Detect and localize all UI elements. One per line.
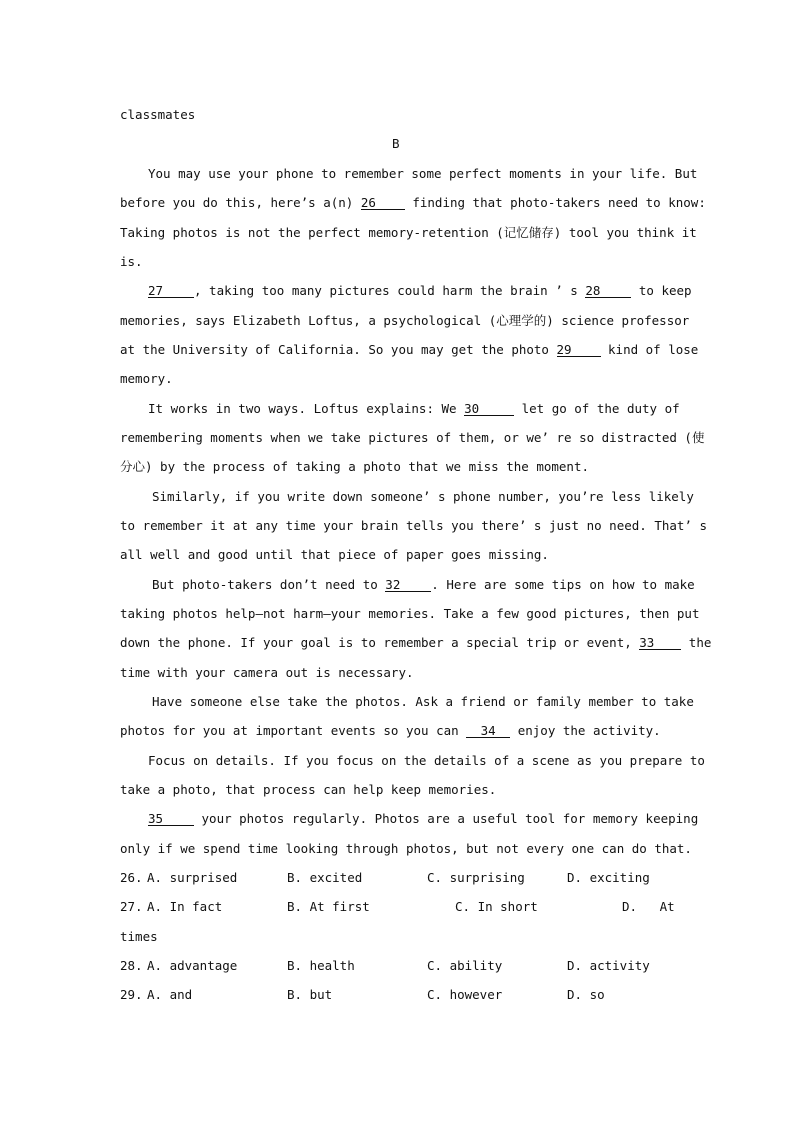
paragraph-1-line-1: You may use your phone to remember some perfect moments in your life. But xyxy=(148,166,698,181)
option-d[interactable]: D. so xyxy=(567,987,605,1002)
section-label: B xyxy=(392,136,400,151)
paragraph-1-line-2: before you do this, here’s a(n) 26 finding that photo-takers need to know: xyxy=(120,195,706,210)
blank-35[interactable]: 35 xyxy=(148,812,194,826)
blank-33[interactable]: 33 xyxy=(639,636,681,650)
paragraph-4-line-3: all well and good until that piece of paper goes missing. xyxy=(120,547,549,562)
paragraph-4-line-2: to remember it at any time your brain tells you there’ s just no need. That’ s xyxy=(120,518,707,533)
paragraph-2-line-1: 27 , taking too many pictures could harm the brain ’ s 28 to keep xyxy=(148,283,692,298)
paragraph-7-line-2: take a photo, that process can help keep memories. xyxy=(120,782,497,797)
option-d-continued: times xyxy=(120,929,158,944)
blank-30[interactable]: 30 xyxy=(464,402,514,416)
option-a[interactable]: A. advantage xyxy=(147,958,238,973)
question-number: 27. xyxy=(120,899,151,914)
option-d[interactable]: D. exciting xyxy=(567,870,650,885)
paragraph-2-line-3: at the University of California. So you may get the photo 29 kind of lose xyxy=(120,342,699,357)
option-a[interactable]: A. In fact xyxy=(147,899,223,914)
option-d[interactable]: D. activity xyxy=(567,958,650,973)
blank-28[interactable]: 28 xyxy=(585,284,631,298)
option-b[interactable]: B. health xyxy=(287,958,355,973)
paragraph-5-line-4: time with your camera out is necessary. xyxy=(120,665,414,680)
option-c[interactable]: C. ability xyxy=(427,958,503,973)
paragraph-8-line-2: only if we spend time looking through photos, but not every one can do that. xyxy=(120,841,692,856)
option-a[interactable]: A. and xyxy=(147,987,193,1002)
paragraph-4-line-1: Similarly, if you write down someone’ s phone number, you’re less likely xyxy=(152,489,694,504)
blank-27[interactable]: 27 xyxy=(148,284,194,298)
paragraph-2-line-2: memories, says Elizabeth Loftus, a psychological (心理学的) science professor xyxy=(120,313,690,328)
option-b[interactable]: B. excited xyxy=(287,870,363,885)
blank-34[interactable]: 34 xyxy=(466,724,510,738)
blank-29[interactable]: 29 xyxy=(557,343,601,357)
paragraph-6-line-1: Have someone else take the photos. Ask a friend or family member to take xyxy=(152,694,694,709)
paragraph-1-line-4: is. xyxy=(120,254,143,269)
option-a[interactable]: A. surprised xyxy=(147,870,238,885)
heading-text: classmates xyxy=(120,107,196,122)
option-c[interactable]: C. In short xyxy=(455,899,538,914)
question-number: 26. xyxy=(120,870,151,885)
blank-32[interactable]: 32 xyxy=(385,578,431,592)
option-b[interactable]: B. At first xyxy=(287,899,370,914)
paragraph-3-line-1: It works in two ways. Loftus explains: We 30 let go of the duty of xyxy=(148,401,680,416)
paragraph-1-line-3: Taking photos is not the perfect memory-retention (记忆储存) tool you think it xyxy=(120,225,697,240)
paragraph-6-line-2: photos for you at important events so you can 34 enjoy the activity. xyxy=(120,723,661,738)
paragraph-2-line-4: memory. xyxy=(120,371,173,386)
question-number: 28. xyxy=(120,958,151,973)
paragraph-8-line-1: 35 your photos regularly. Photos are a useful tool for memory keeping xyxy=(148,811,699,826)
blank-26[interactable]: 26 xyxy=(361,196,405,210)
option-d[interactable]: D. At xyxy=(622,899,675,914)
paragraph-5-line-1: But photo-takers don’t need to 32 . Here are some tips on how to make xyxy=(152,577,695,592)
paragraph-3-line-2: remembering moments when we take pictures of them, or we’ re so distracted (使 xyxy=(120,430,705,445)
option-b[interactable]: B. but xyxy=(287,987,333,1002)
option-c[interactable]: C. however xyxy=(427,987,503,1002)
question-number: 29. xyxy=(120,987,151,1002)
paragraph-5-line-3: down the phone. If your goal is to remember a special trip or event, 33 the xyxy=(120,635,712,650)
paragraph-5-line-2: taking photos help—not harm—your memories. Take a few good pictures, then put xyxy=(120,606,700,621)
paragraph-3-line-3: 分心) by the process of taking a photo that we miss the moment. xyxy=(120,459,590,474)
option-c[interactable]: C. surprising xyxy=(427,870,525,885)
paragraph-7-line-1: Focus on details. If you focus on the details of a scene as you prepare to xyxy=(148,753,705,768)
